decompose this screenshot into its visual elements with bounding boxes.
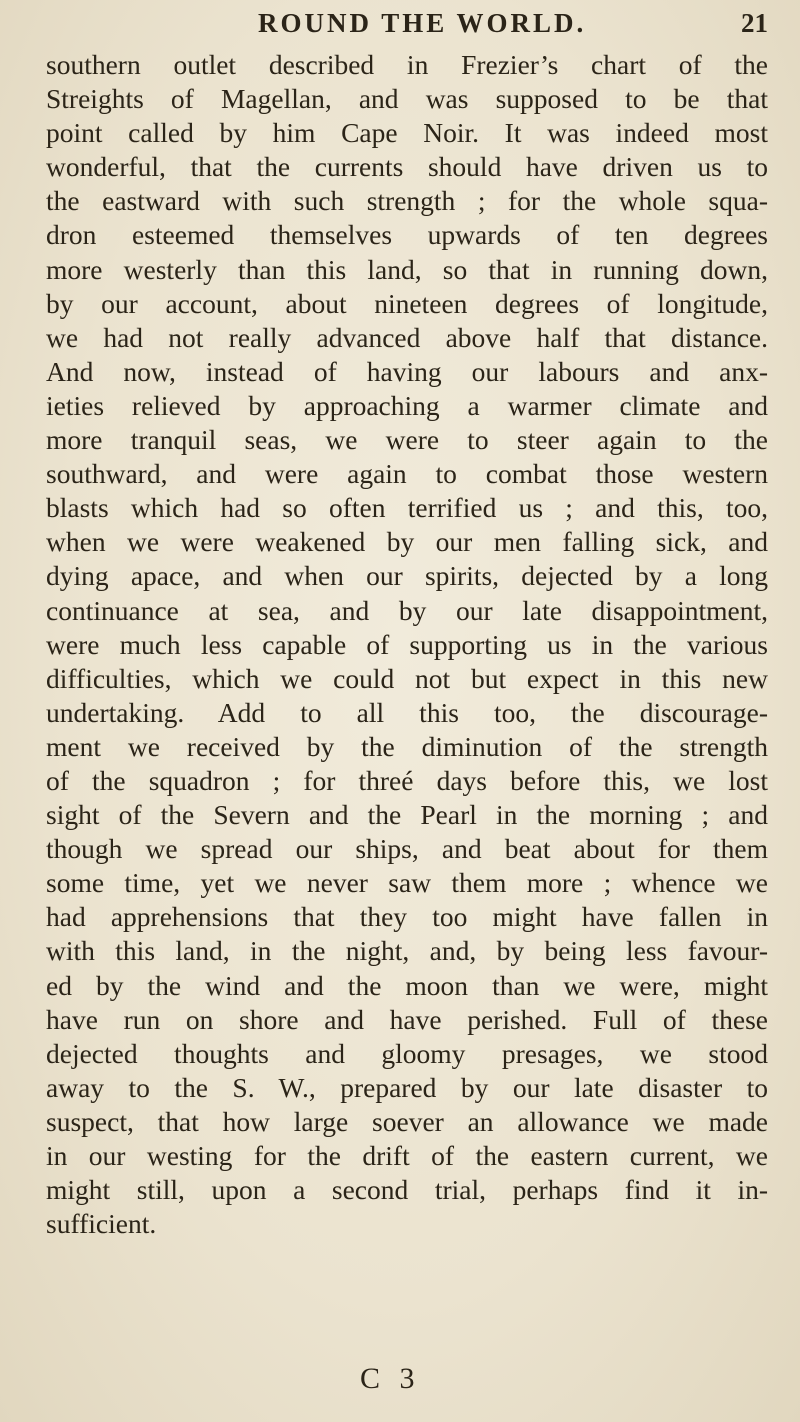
running-head	[30, 8, 770, 48]
text-line: were much less capable of supporting us in the various	[46, 628, 768, 660]
text-line: southern outlet described in Frezier’s chart of the	[46, 49, 768, 80]
text-line: Streights of Magellan, and was supposed to be that	[46, 83, 768, 115]
text-line: have run on shore and have perished. Full of these	[46, 1003, 768, 1035]
text-line: ed by the wind and the moon than we were, might	[46, 969, 768, 1001]
signature-mark: C 3	[360, 1362, 421, 1395]
text-line: suspect, that how large soever an allowance we made	[46, 1105, 768, 1137]
text-line: ieties relieved by approaching a warmer climate and	[46, 389, 768, 421]
text-line: dejected thoughts and gloomy presages, we stood	[46, 1037, 768, 1069]
text-line: by our account, about nineteen degrees of longitude,	[46, 287, 768, 319]
text-line: ment we received by the diminution of the strength	[46, 730, 768, 762]
text-line: continuance at sea, and by our late disappointment,	[46, 594, 768, 626]
text-line: blasts which had so often terrified us ; and this, too,	[46, 492, 768, 524]
text-line: difficulties, which we could not but expect in this new	[46, 662, 768, 694]
text-line: we had not really advanced above half that distance.	[46, 321, 768, 353]
text-line: dying apace, and when our spirits, dejected by a long	[46, 560, 768, 592]
text-line: of the squadron ; for threé days before this, we lost	[46, 764, 768, 796]
text-line: more tranquil seas, we were to steer again to the	[46, 424, 768, 456]
text-line: And now, instead of having our labours and anx-	[46, 355, 768, 387]
text-line: dron esteemed themselves upwards of ten degrees	[46, 219, 768, 251]
body-text	[46, 48, 768, 1241]
text-line: might still, upon a second trial, perhaps find it in-	[46, 1174, 768, 1206]
text-line: had apprehensions that they too might have fallen in	[46, 901, 768, 933]
text-line: more westerly than this land, so that in running down,	[46, 253, 768, 285]
text-line: with this land, in the night, and, by being less favour-	[46, 935, 768, 967]
text-line: the eastward with such strength ; for the whole squa-	[46, 185, 768, 217]
running-title: ROUND THE WORLD.	[258, 8, 587, 38]
page-number: 21	[741, 8, 768, 38]
text-line: though we spread our ships, and beat about for them	[46, 833, 768, 865]
text-line: sight of the Severn and the Pearl in the morning ; and	[46, 799, 768, 831]
text-line: some time, yet we never saw them more ; whence we	[46, 867, 768, 899]
text-line: undertaking. Add to all this too, the discourage-	[46, 696, 768, 728]
text-line: wonderful, that the currents should have driven us to	[46, 151, 768, 183]
text-line: southward, and were again to combat those western	[46, 458, 768, 490]
text-line-last: sufficient.	[46, 1208, 157, 1240]
text-line: in our westing for the drift of the eastern current, we	[46, 1140, 768, 1171]
text-line: point called by him Cape Noir. It was indeed most	[46, 117, 768, 149]
text-line: away to the S. W., prepared by our late disaster to	[46, 1071, 768, 1103]
text-line: when we were weakened by our men falling sick, and	[46, 526, 768, 558]
